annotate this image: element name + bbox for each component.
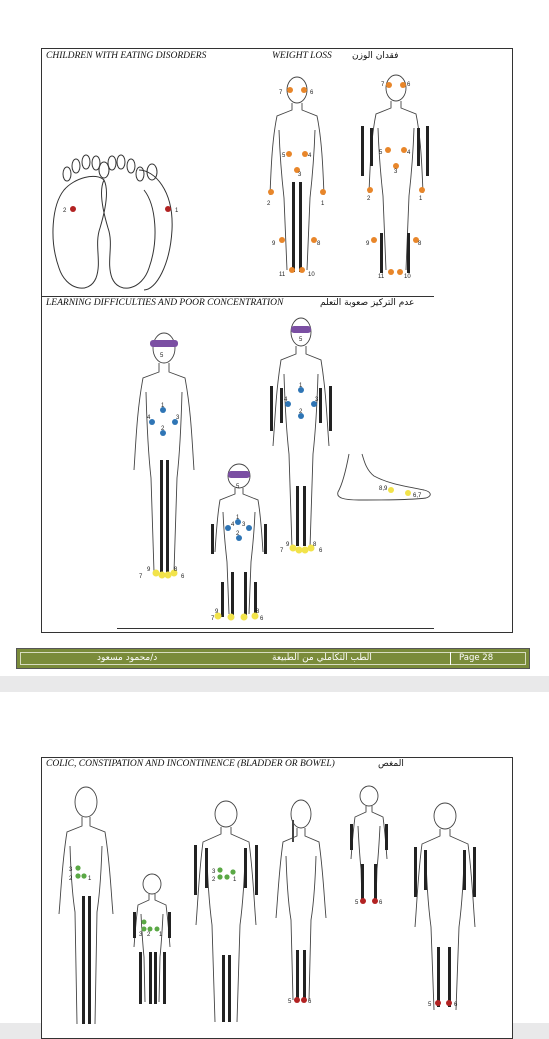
svg-text:6: 6 [379,900,383,906]
learning-adult-back-figure [266,316,336,558]
svg-text:5: 5 [355,900,359,906]
svg-text:6: 6 [181,574,185,580]
svg-text:6: 6 [319,548,323,554]
svg-text:2: 2 [299,409,303,415]
learning-child-figure [208,462,270,624]
svg-text:5: 5 [299,337,303,343]
svg-text:11: 11 [279,272,286,278]
svg-text:3: 3 [176,415,180,421]
svg-text:3: 3 [242,522,246,528]
svg-text:9: 9 [272,241,276,247]
svg-text:6: 6 [407,82,411,88]
svg-text:2: 2 [147,932,151,938]
svg-text:9: 9 [366,241,370,247]
svg-text:7: 7 [139,574,143,580]
svg-text:9: 9 [286,542,290,548]
colic-male-front-figure [190,800,262,1022]
svg-text:8: 8 [313,542,317,548]
weight-loss-back-figure [358,68,433,282]
svg-text:7: 7 [280,548,284,554]
svg-text:5: 5 [160,353,164,359]
svg-text:4: 4 [284,397,288,403]
svg-text:3: 3 [298,172,302,178]
svg-text:8: 8 [317,241,321,247]
page-number: Page 28 [459,653,494,663]
colic-male-back-figure [410,802,480,1010]
colic-female-back-figure [272,800,330,1005]
foot-label-left: 2 [63,208,67,214]
svg-text:11: 11 [378,274,385,280]
footer-author: د/محمود مسعود [97,653,158,663]
svg-text:4: 4 [407,150,411,156]
svg-text:7: 7 [279,90,283,96]
svg-text:10: 10 [404,274,411,280]
colic-female-front-figure [55,784,117,1024]
svg-text:6: 6 [454,1002,458,1008]
foot-point-left [70,206,76,212]
colic-child-back-figure [348,784,390,909]
feet-illustration [44,150,204,300]
svg-text:2: 2 [267,201,271,207]
svg-text:2: 2 [367,196,371,202]
svg-text:10: 10 [308,272,315,278]
svg-text:2: 2 [212,877,216,883]
svg-text:1: 1 [236,515,240,521]
svg-text:3: 3 [139,932,143,938]
weight-loss-arabic: فقدان الوزن [352,51,399,61]
colic-child-figure [130,872,175,1007]
footer-title: الطب التكاملي من الطبيعة [272,653,372,663]
document-page-29 [0,692,549,1023]
svg-text:1: 1 [321,201,325,207]
svg-text:6: 6 [308,999,312,1005]
svg-text:4: 4 [231,522,235,528]
colic-arabic: المغص [378,759,404,769]
svg-text:8: 8 [174,567,178,573]
foot-point-right [165,206,171,212]
learning-side-foot [334,450,434,505]
svg-text:1: 1 [159,932,163,938]
svg-text:2: 2 [161,426,165,432]
svg-text:5: 5 [428,1002,432,1008]
svg-text:4: 4 [308,153,312,159]
svg-text:3: 3 [69,867,73,873]
svg-text:8: 8 [418,241,422,247]
svg-text:2: 2 [69,876,73,882]
weight-loss-front-figure [262,70,332,282]
svg-text:5: 5 [236,484,240,490]
svg-text:8: 8 [256,609,260,615]
svg-text:9: 9 [215,609,219,615]
svg-text:6: 6 [260,616,264,622]
page-footer [16,648,530,669]
learning-difficulties-arabic: عدم التركيز صعوبة التعلم [320,298,415,308]
svg-text:3: 3 [212,869,216,875]
svg-text:5: 5 [288,999,292,1005]
svg-text:6: 6 [310,90,314,96]
section-divider [41,296,434,297]
svg-text:4: 4 [147,415,151,421]
svg-text:5: 5 [379,150,383,156]
svg-text:6,7: 6,7 [413,493,422,499]
foot-label-right: 1 [175,208,179,214]
svg-text:5: 5 [282,153,286,159]
weight-loss-title: WEIGHT LOSS [272,51,332,61]
learning-difficulties-title: LEARNING DIFFICULTIES AND POOR CONCENTRATION [46,298,284,308]
svg-text:1: 1 [299,383,303,389]
svg-text:2: 2 [236,531,240,537]
svg-text:7: 7 [381,82,385,88]
svg-text:9: 9 [147,567,151,573]
svg-text:3: 3 [394,169,398,175]
svg-text:1: 1 [88,876,92,882]
svg-text:3: 3 [315,397,319,403]
svg-text:1: 1 [419,196,423,202]
learning-adult-front-figure [128,330,200,582]
svg-text:7: 7 [211,616,215,622]
bottom-rule [117,628,434,629]
eating-disorders-title: CHILDREN WITH EATING DISORDERS [46,51,207,61]
colic-title: COLIC, CONSTIPATION AND INCONTINENCE (BLADDER OR BOWEL) [46,759,335,769]
svg-text:1: 1 [161,403,165,409]
svg-text:8,9: 8,9 [379,486,388,492]
svg-text:1: 1 [233,877,237,883]
